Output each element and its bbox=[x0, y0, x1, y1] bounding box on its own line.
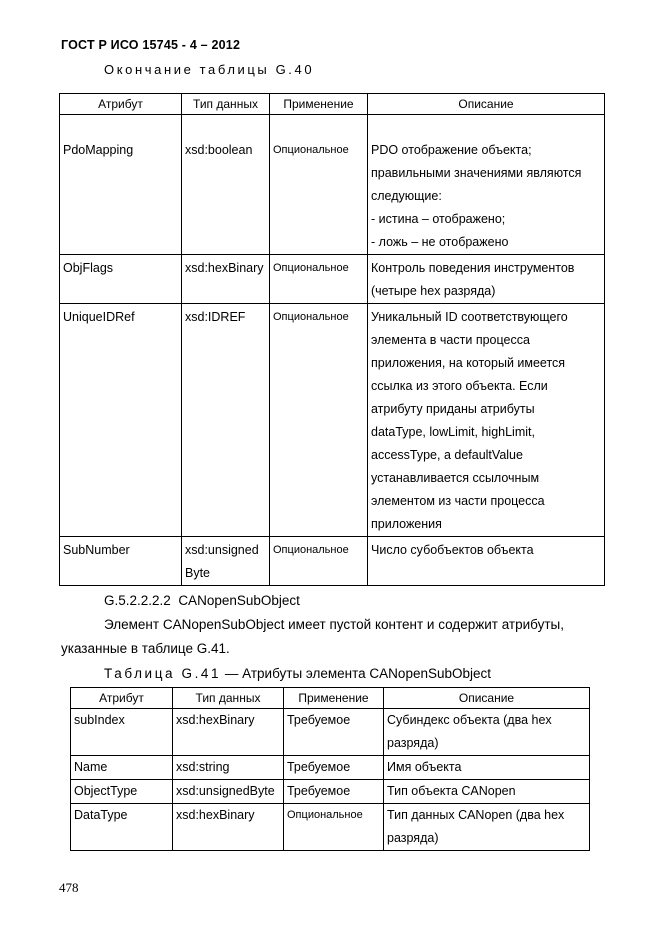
column-header: Атрибут bbox=[60, 94, 182, 115]
table-row bbox=[60, 115, 605, 255]
cell-usage: Требуемое bbox=[284, 780, 384, 804]
cell-attribute: ObjFlags bbox=[60, 255, 182, 304]
cell-type bbox=[182, 304, 270, 537]
cell-attribute: PdoMapping bbox=[60, 115, 182, 255]
table-row bbox=[60, 304, 605, 537]
cell-line: Субиндекс объекта (два hex bbox=[387, 713, 552, 727]
column-header: Атрибут bbox=[71, 688, 173, 709]
table-row bbox=[71, 756, 590, 780]
table2-caption-label: Таблица G.41 bbox=[104, 666, 222, 681]
cell-type: xsd:unsignedByte bbox=[173, 780, 284, 804]
cell-attribute: DataType bbox=[71, 804, 173, 851]
cell-usage: Опциональное bbox=[270, 255, 368, 304]
cell-usage: Требуемое bbox=[284, 756, 384, 780]
cell-line: Уникальный ID соответствующего bbox=[371, 310, 568, 324]
cell-line: xsd:unsigned bbox=[185, 543, 259, 557]
cell-attribute: SubNumber bbox=[60, 537, 182, 586]
cell-line: приложения, на который имеется bbox=[371, 356, 566, 370]
document-header: ГОСТ Р ИСО 15745 - 4 – 2012 bbox=[61, 38, 241, 52]
cell-line: атрибуту приданы атрибуты bbox=[371, 402, 535, 416]
cell-usage: Опциональное bbox=[284, 804, 384, 851]
cell-description bbox=[384, 709, 590, 756]
cell-line: xsd:boolean bbox=[185, 143, 253, 157]
cell-line: - ложь – не отображено bbox=[371, 235, 509, 249]
cell-description bbox=[384, 756, 590, 780]
cell-line: dataType, lowLimit, highLimit, bbox=[371, 425, 535, 439]
cell-line: элемента в части процесса bbox=[371, 333, 530, 347]
cell-line: Контроль поведения инструментов bbox=[371, 261, 575, 275]
cell-line: приложения bbox=[371, 517, 442, 531]
cell-line: Имя объекта bbox=[387, 760, 462, 774]
cell-type bbox=[182, 115, 270, 255]
cell-usage: Требуемое bbox=[284, 709, 384, 756]
cell-usage: Опциональное bbox=[270, 537, 368, 586]
table-row bbox=[60, 537, 605, 586]
column-header: Тип данных bbox=[182, 94, 270, 115]
table-g40-end bbox=[59, 93, 605, 586]
table-row bbox=[60, 255, 605, 304]
cell-line: Число субобъектов объекта bbox=[371, 543, 534, 557]
section-title: CANopenSubObject bbox=[178, 593, 300, 608]
table1-caption: Окончание таблицы G.40 bbox=[104, 62, 315, 77]
cell-line: следующие: bbox=[371, 189, 442, 203]
column-header: Применение bbox=[270, 94, 368, 115]
cell-line: элементом из части процесса bbox=[371, 494, 545, 508]
cell-description bbox=[368, 115, 605, 255]
table-row bbox=[71, 709, 590, 756]
table-row bbox=[71, 780, 590, 804]
cell-attribute: UniqueIDRef bbox=[60, 304, 182, 537]
cell-line: (четыре hex разряда) bbox=[371, 284, 496, 298]
cell-type: xsd:string bbox=[173, 756, 284, 780]
cell-line: устанавливается ссылочным bbox=[371, 471, 540, 485]
cell-description bbox=[384, 780, 590, 804]
cell-type: xsd:hexBinary bbox=[173, 709, 284, 756]
table-g41 bbox=[70, 687, 590, 851]
cell-attribute: Name bbox=[71, 756, 173, 780]
cell-type: xsd:hexBinary bbox=[173, 804, 284, 851]
cell-usage: Опциональное bbox=[270, 115, 368, 255]
section-heading bbox=[104, 589, 300, 613]
column-header: Применение bbox=[284, 688, 384, 709]
cell-type bbox=[182, 255, 270, 304]
section-paragraph: Элемент CANopenSubObject имеет пустой контент и содержит атрибуты, указанные в таблице G.41. bbox=[61, 617, 564, 656]
cell-line: правильными значениями являются bbox=[371, 166, 582, 180]
column-header: Тип данных bbox=[173, 688, 284, 709]
cell-attribute: subIndex bbox=[71, 709, 173, 756]
table-header-row bbox=[60, 94, 605, 115]
cell-line: Тип объекта CANopen bbox=[387, 784, 516, 798]
table2-caption-text: — Атрибуты элемента CANopenSubObject bbox=[221, 666, 492, 681]
table-row bbox=[71, 804, 590, 851]
table2-caption bbox=[104, 662, 491, 686]
section-number: G.5.2.2.2.2 bbox=[104, 593, 171, 608]
cell-line: - истина – отображено; bbox=[371, 212, 506, 226]
cell-line: Тип данных CANopen (два hex bbox=[387, 808, 565, 822]
column-header: Описание bbox=[384, 688, 590, 709]
cell-type bbox=[182, 537, 270, 586]
column-header: Описание bbox=[368, 94, 605, 115]
cell-description bbox=[368, 255, 605, 304]
cell-description bbox=[368, 304, 605, 537]
cell-line: разряда) bbox=[387, 736, 439, 750]
cell-usage: Опциональное bbox=[270, 304, 368, 537]
table-header-row bbox=[71, 688, 590, 709]
page-number: 478 bbox=[59, 880, 79, 895]
cell-line: ссылка из этого объекта. Если bbox=[371, 379, 548, 393]
cell-description bbox=[384, 804, 590, 851]
cell-line: xsd:IDREF bbox=[185, 310, 246, 324]
cell-line: xsd:hexBinary bbox=[185, 261, 264, 275]
cell-line: Byte bbox=[185, 566, 211, 580]
cell-line: разряда) bbox=[387, 831, 439, 845]
cell-line: accessType, a defaultValue bbox=[371, 448, 523, 462]
cell-attribute: ObjectType bbox=[71, 780, 173, 804]
cell-description bbox=[368, 537, 605, 586]
cell-line: PDO отображение объекта; bbox=[371, 143, 532, 157]
